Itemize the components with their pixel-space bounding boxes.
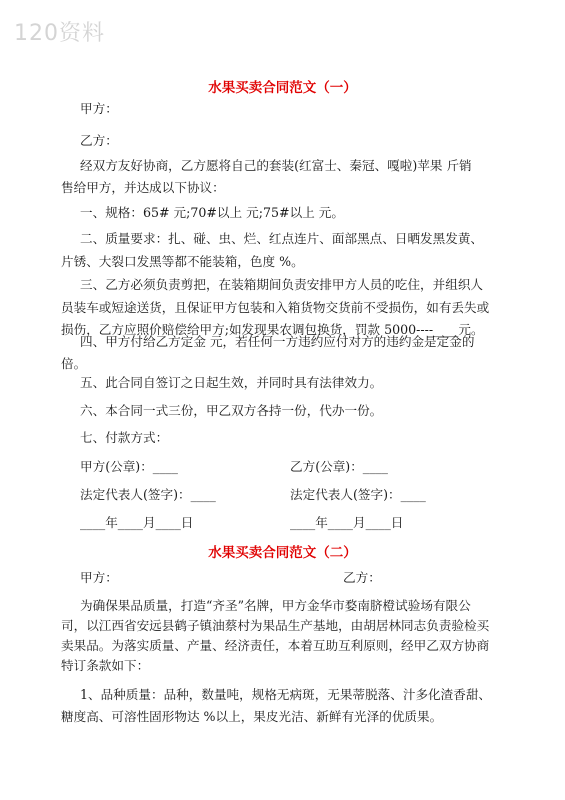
doc2-title: 水果买卖合同范文（二） (208, 545, 357, 561)
doc1-clause7: 七、付款方式： (80, 430, 169, 445)
doc2-party-a: 甲方： (80, 570, 118, 585)
doc1-clause2-line2: 片锈、大裂口发黑等都不能装箱，色度 %。 (61, 254, 304, 269)
doc1-party-a: 甲方： (80, 101, 118, 116)
doc2-party-b: 乙方： (343, 570, 381, 585)
doc1-clause3-line2: 员装车或短途送货，且保证甲方包装和入箱货物交货前不受损伤，如有丢失或 (61, 300, 490, 315)
doc1-intro-line1: 经双方友好协商，乙方愿将自己的套装(红富士、秦冠、嘎啦)苹果 斤销 (80, 158, 472, 173)
doc1-clause5: 五、此合同自签订之日起生效，并同时具有法律效力。 (80, 375, 383, 390)
doc1-clause4-line2: 倍。 (61, 356, 87, 371)
doc1-clause3-line1: 三、乙方必须负责剪把，在装箱期间负责安排甲方人员的吃住，并组织人 (80, 277, 483, 292)
doc2-intro-line4: 特订条款如下： (61, 658, 150, 673)
doc1-sig-b-rep: 法定代表人(签字)：____ (290, 487, 426, 502)
doc2-intro-line3: 卖果品。为落实质量、产量、经济责任，本着互助互利原则，经甲乙双方协商 (61, 638, 490, 653)
doc1-clause3-line3: 损伤，乙方应照价赔偿给甲方;如发现果农调包换货，罚款 5000----____元。 (61, 322, 484, 337)
doc1-date-b: ____年____月____日 (290, 515, 404, 530)
doc1-clause4-line1: 四、甲方付给乙方定金 元，若任何一方违约应付对方的违约金是定金的 (80, 334, 475, 349)
doc1-sig-a-seal: 甲方(公章)：____ (80, 459, 178, 474)
doc1-clause2-line1: 二、质量要求：扎、碰、虫、烂、红点连片、面部黑点、日晒发黑发黄、 (80, 231, 483, 246)
doc2-item1-line1: 1、品种质量：品种，数量吨，规格无病斑，无果蒂脱落、汁多化渣香甜、 (80, 687, 492, 702)
doc2-item1-line2: 糖度高、可溶性固形物达 %以上，果皮光洁、新鲜有光泽的优质果。 (61, 709, 443, 724)
doc1-clause1: 一、规格：65# 元;70#以上 元;75#以上 元。 (80, 205, 344, 220)
doc1-sig-b-seal: 乙方(公章)：____ (290, 459, 388, 474)
doc1-intro-line2: 售给甲方，并达成以下协议： (61, 180, 225, 195)
doc2-intro-line1: 为确保果品质量，打造“齐圣”名牌，甲方金华市婺南脐橙试验场有限公 (80, 598, 471, 613)
doc2-intro-line2: 司，以江西省安远县鹤子镇油蔡村为果品生产基地，由胡居林同志负责验检买 (61, 618, 490, 633)
doc1-clause6: 六、本合同一式三份，甲乙双方各持一份，代办一份。 (80, 403, 383, 418)
doc1-sig-a-rep: 法定代表人(签字)：____ (80, 487, 216, 502)
watermark-logo: 120资料 (14, 21, 105, 46)
doc1-date-a: ____年____月____日 (80, 515, 194, 530)
doc1-party-b: 乙方： (80, 133, 118, 148)
doc1-title: 水果买卖合同范文（一） (208, 80, 357, 96)
